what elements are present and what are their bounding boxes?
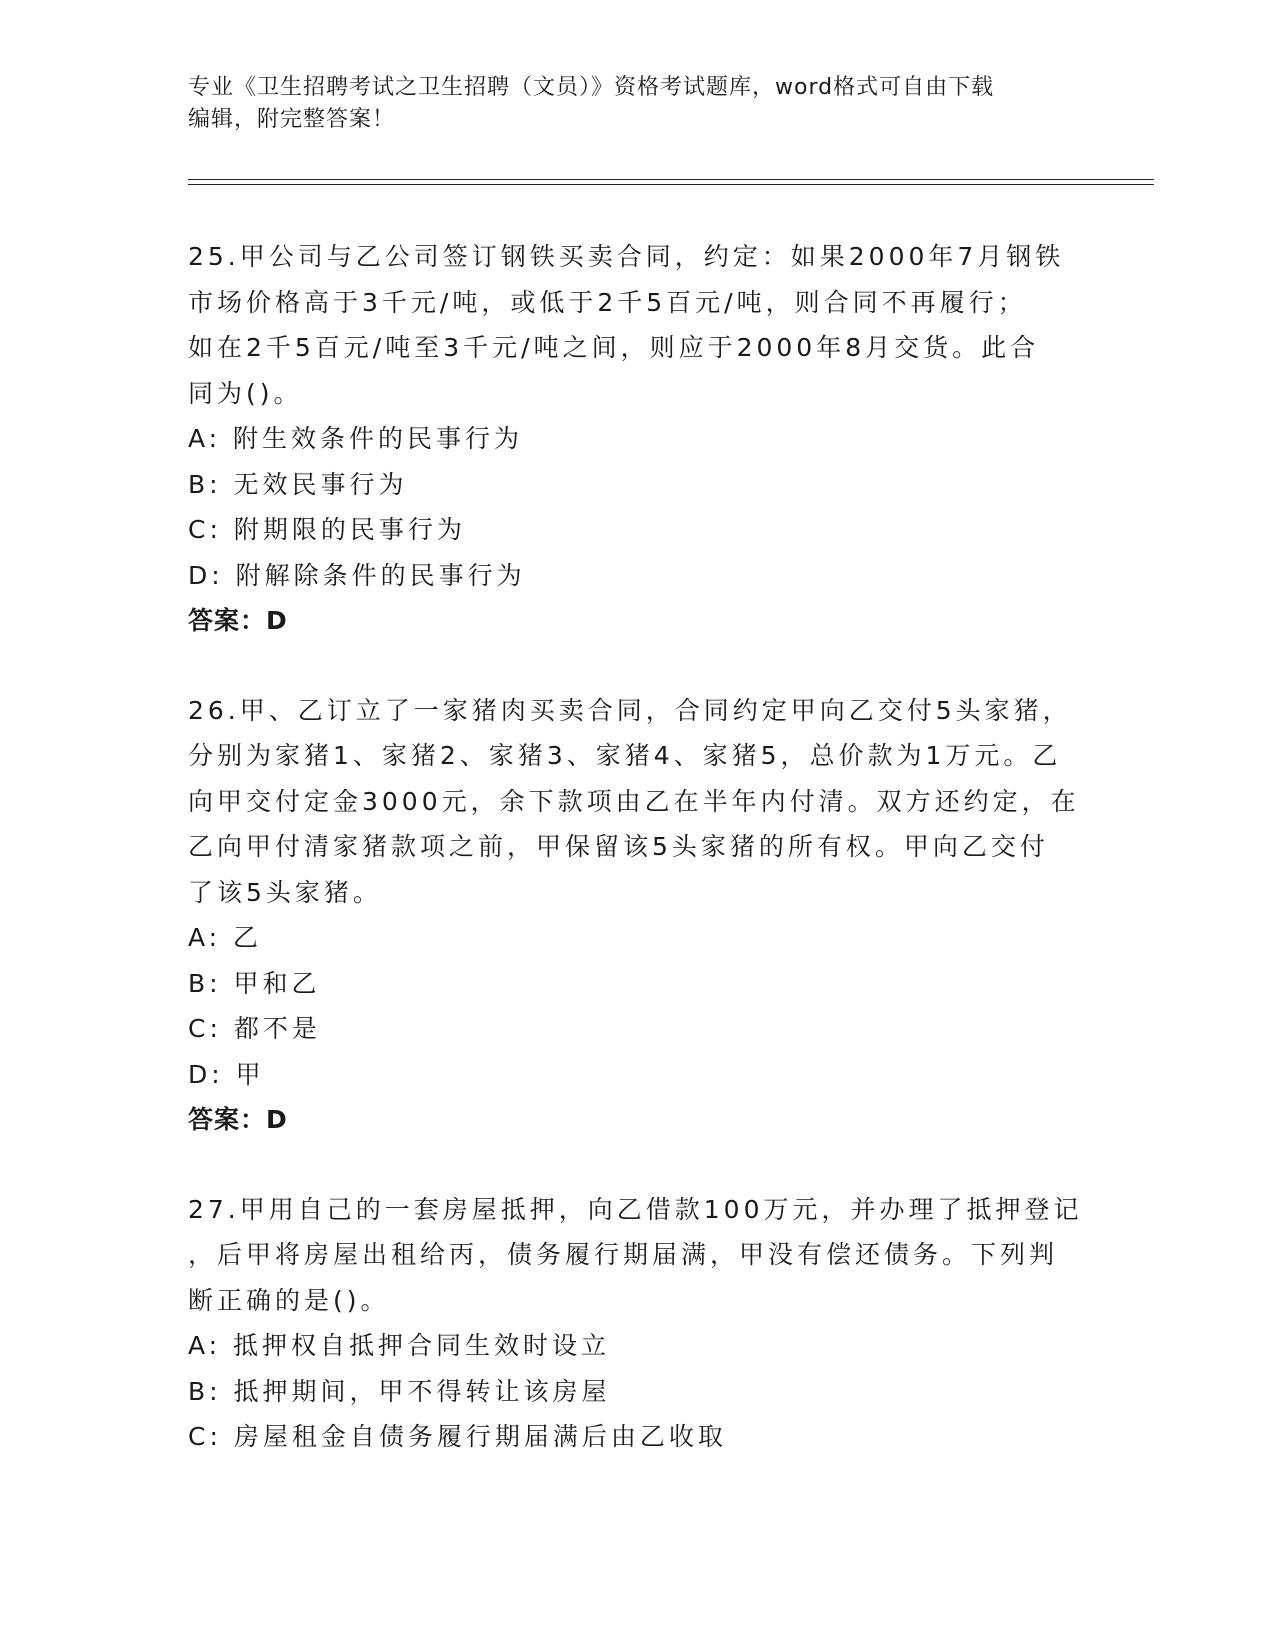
option-a: A: 抵押权自抵押合同生效时设立 <box>188 1331 611 1360</box>
header-line-1: 专业《卫生招聘考试之卫生招聘（文员）》资格考试题库，word格式可自由下载 <box>188 75 995 100</box>
header-line-2: 编辑，附完整答案！ <box>188 107 396 132</box>
question-list <box>188 234 1088 1504</box>
question-27 <box>188 1187 1088 1460</box>
stem-line: 向甲交付定金3000元，余下款项由乙在半年内付清。双方还约定，在 <box>188 786 1080 816</box>
stem-line: 27.甲用自己的一套房屋抵押，向乙借款100万元，并办理了抵押登记 <box>188 1194 1083 1224</box>
question-26 <box>188 688 1088 1143</box>
question-25 <box>188 234 1088 644</box>
option-a: A: 附生效条件的民事行为 <box>188 424 524 453</box>
stem-line: 分别为家猪1、家猪2、家猪3、家猪4、家猪5，总价款为1万元。乙 <box>188 741 1062 770</box>
stem-line: 乙向甲付清家猪款项之前，甲保留该5头家猪的所有权。甲向乙交付 <box>188 832 1049 861</box>
document-header <box>188 72 1068 136</box>
option-b: B: 抵押期间，甲不得转让该房屋 <box>188 1376 611 1406</box>
option-a: A: 乙 <box>188 923 263 952</box>
question-stem <box>188 1187 1088 1324</box>
stem-line: 26.甲、乙订立了一家猪肉买卖合同，合同约定甲向乙交付5头家猪， <box>188 695 1072 725</box>
option-b: B: 甲和乙 <box>188 968 321 998</box>
stem-line: ，后甲将房屋出租给丙，债务履行期届满，甲没有偿还债务。下列判 <box>188 1240 1059 1269</box>
stem-line: 市场价格高于3千元/吨，或低于2千5百元/吨，则合同不再履行； <box>188 287 1027 317</box>
question-stem <box>188 234 1088 416</box>
stem-line: 断正确的是()。 <box>188 1285 390 1315</box>
stem-line: 了该5头家猪。 <box>188 877 382 907</box>
header-divider-top <box>188 179 1154 180</box>
answer-line: 答案：D <box>188 1105 288 1134</box>
option-c: C: 都不是 <box>188 1014 321 1043</box>
option-b: B: 无效民事行为 <box>188 469 408 499</box>
stem-line: 25.甲公司与乙公司签订钢铁买卖合同，约定：如果2000年7月钢铁 <box>188 242 1065 271</box>
answer-line: 答案：D <box>188 606 288 635</box>
stem-line: 同为()。 <box>188 378 303 408</box>
option-d: D: 附解除条件的民事行为 <box>188 560 526 590</box>
header-divider-bottom <box>188 184 1154 185</box>
option-d: D: 甲 <box>188 1059 265 1089</box>
option-c: C: 房屋租金自债务履行期届满后由乙收取 <box>188 1422 727 1451</box>
option-c: C: 附期限的民事行为 <box>188 515 466 544</box>
stem-line: 如在2千5百元/吨至3千元/吨之间，则应于2000年8月交货。此合 <box>188 333 1040 362</box>
question-stem <box>188 688 1088 916</box>
